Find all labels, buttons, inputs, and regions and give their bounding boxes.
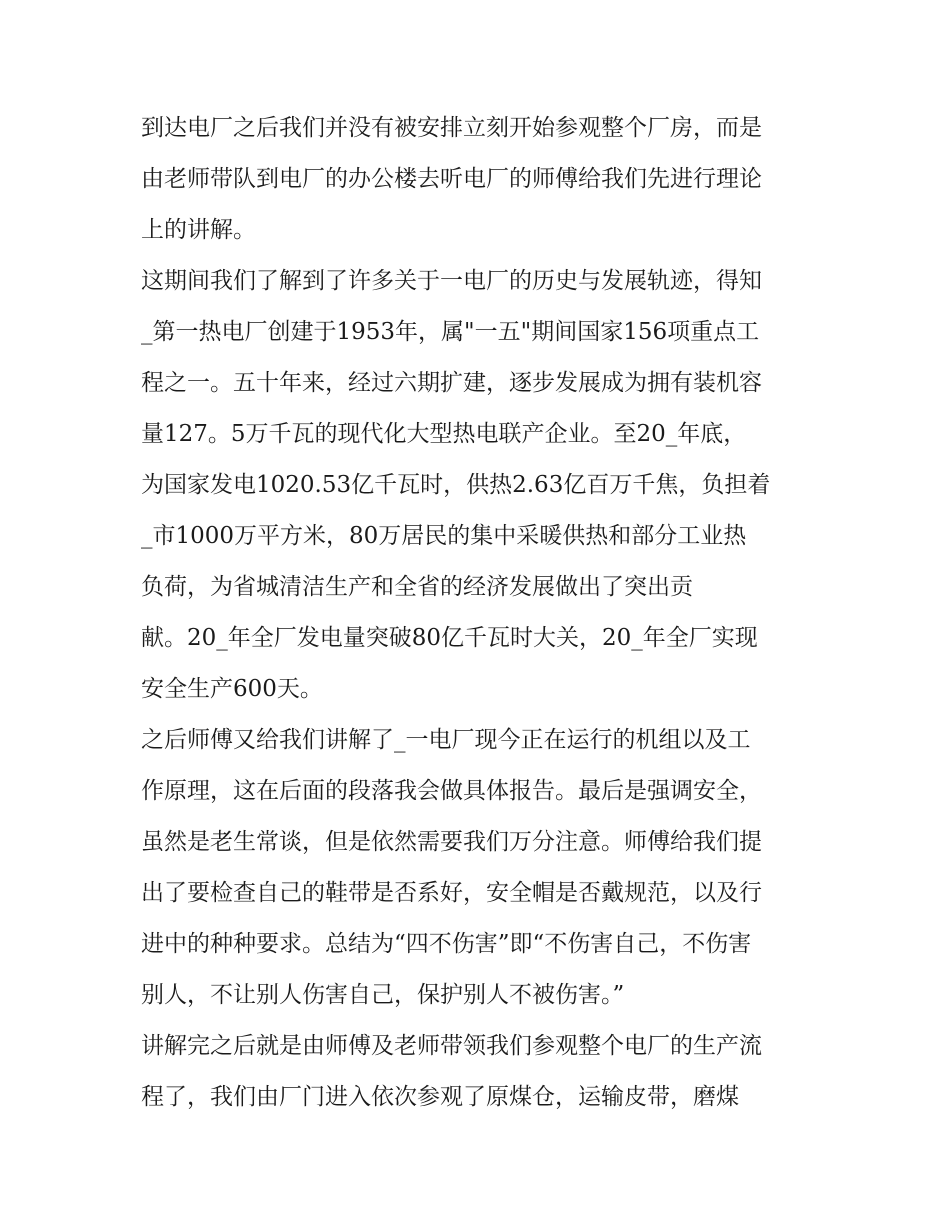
text-line: 虽然是老生常谈，但是依然需要我们万分注意。师傅给我们提 xyxy=(141,829,762,855)
text-line: 量127。5万千瓦的现代化大型热电联产企业。至20_年底， xyxy=(141,421,747,447)
text-line: 程之一。五十年来，经过六期扩建，逐步发展成为拥有装机容 xyxy=(141,370,762,396)
text-line: 程了，我们由厂门进入依次参观了原煤仓，运输皮带，磨煤 xyxy=(141,1084,739,1110)
text-line: 出了要检查自己的鞋带是否系好，安全帽是否戴规范，以及行 xyxy=(141,880,762,906)
text-line: 献。20_年全厂发电量突破80亿千瓦时大关，20_年全厂实现 xyxy=(141,625,758,651)
text-line: 之后师傅又给我们讲解了_一电厂现今正在运行的机组以及工 xyxy=(141,727,751,753)
text-line: 上的讲解。 xyxy=(141,217,256,243)
text-line: 安全生产600天。 xyxy=(141,676,323,702)
text-line: 为国家发电1020.53亿千瓦时，供热2.63亿百万千焦，负担着 xyxy=(141,472,771,498)
text-line: 别人，不让别人伤害自己，保护别人不被伤害。” xyxy=(141,982,625,1008)
text-line: 到达电厂之后我们并没有被安排立刻开始参观整个厂房，而是 xyxy=(141,115,762,141)
text-line: 讲解完之后就是由师傅及老师带领我们参观整个电厂的生产流 xyxy=(141,1033,762,1059)
text-line: 作原理，这在后面的段落我会做具体报告。最后是强调安全， xyxy=(141,778,762,804)
text-line: _第一热电厂创建于1953年，属"一五"期间国家156项重点工 xyxy=(141,319,760,345)
text-line: _市1000万平方米，80万居民的集中采暖供热和部分工业热 xyxy=(141,523,747,549)
text-line: 这期间我们了解到了许多关于一电厂的历史与发展轨迹，得知 xyxy=(141,268,762,294)
text-line: 由老师带队到电厂的办公楼去听电厂的师傅给我们先进行理论 xyxy=(141,166,762,192)
document-body xyxy=(141,103,821,1123)
text-line: 负荷，为省城清洁生产和全省的经济发展做出了突出贡 xyxy=(141,574,693,600)
text-line: 进中的种种要求。总结为“四不伤害”即“不伤害自己，不伤害 xyxy=(141,931,752,957)
